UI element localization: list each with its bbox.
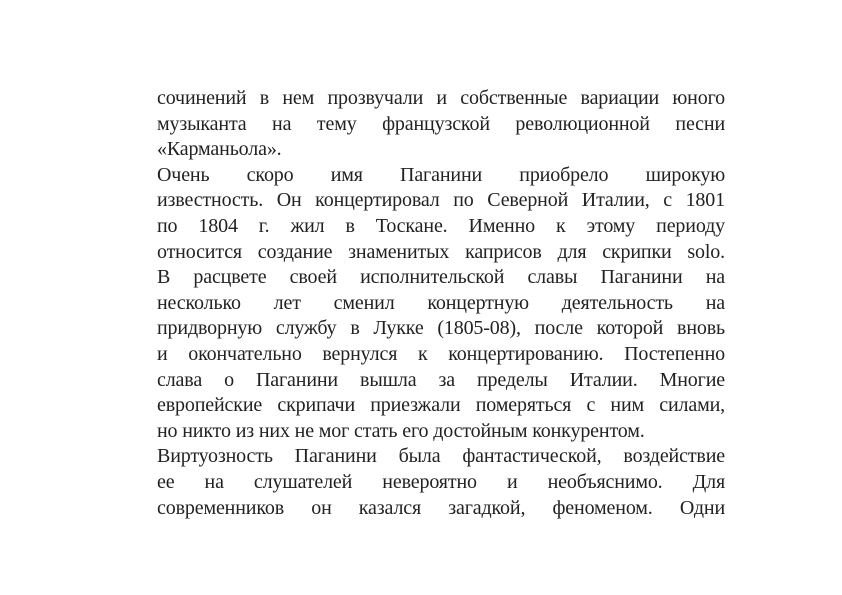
- text-line: современников он казался загадкой, феноменом. Одни: [157, 496, 725, 519]
- text-line: В расцвете своей исполнительской славы Паганини на: [157, 266, 725, 289]
- text-line: относится создание знаменитых каприсов для скрипки solo.: [157, 240, 725, 263]
- text-line: музыканта на тему французской революционной песни: [157, 112, 725, 135]
- text-line: слава о Паганини вышла за пределы Италии. Многие: [157, 368, 725, 391]
- text-line: ее на слушателей невероятно и необъяснимо. Для: [157, 470, 725, 493]
- text-line: но никто из них не мог стать его достойным конкурентом.: [157, 419, 645, 442]
- text-line: по 1804 г. жил в Тоскане. Именно к этому периоду: [157, 214, 725, 237]
- text-line: «Карманьола».: [157, 138, 282, 161]
- text-line: сочинений в нем прозвучали и собственные вариации юного: [157, 87, 725, 109]
- text-line: Очень скоро имя Паганини приобрело широкую: [157, 163, 725, 186]
- body-text: [157, 86, 725, 521]
- text-line: известность. Он концертировал по Северной Италии, с 1801: [157, 189, 725, 212]
- text-line: и окончательно вернулся к концертированию. Постепенно: [157, 342, 725, 365]
- text-line: европейские скрипачи приезжали померяться с ним силами,: [157, 394, 725, 417]
- text-line: Виртуозность Паганини была фантастической, воздействие: [157, 445, 725, 468]
- text-line: несколько лет сменил концертную деятельность на: [157, 291, 725, 314]
- text-line: придворную службу в Лукке (1805-08), после которой вновь: [157, 317, 725, 340]
